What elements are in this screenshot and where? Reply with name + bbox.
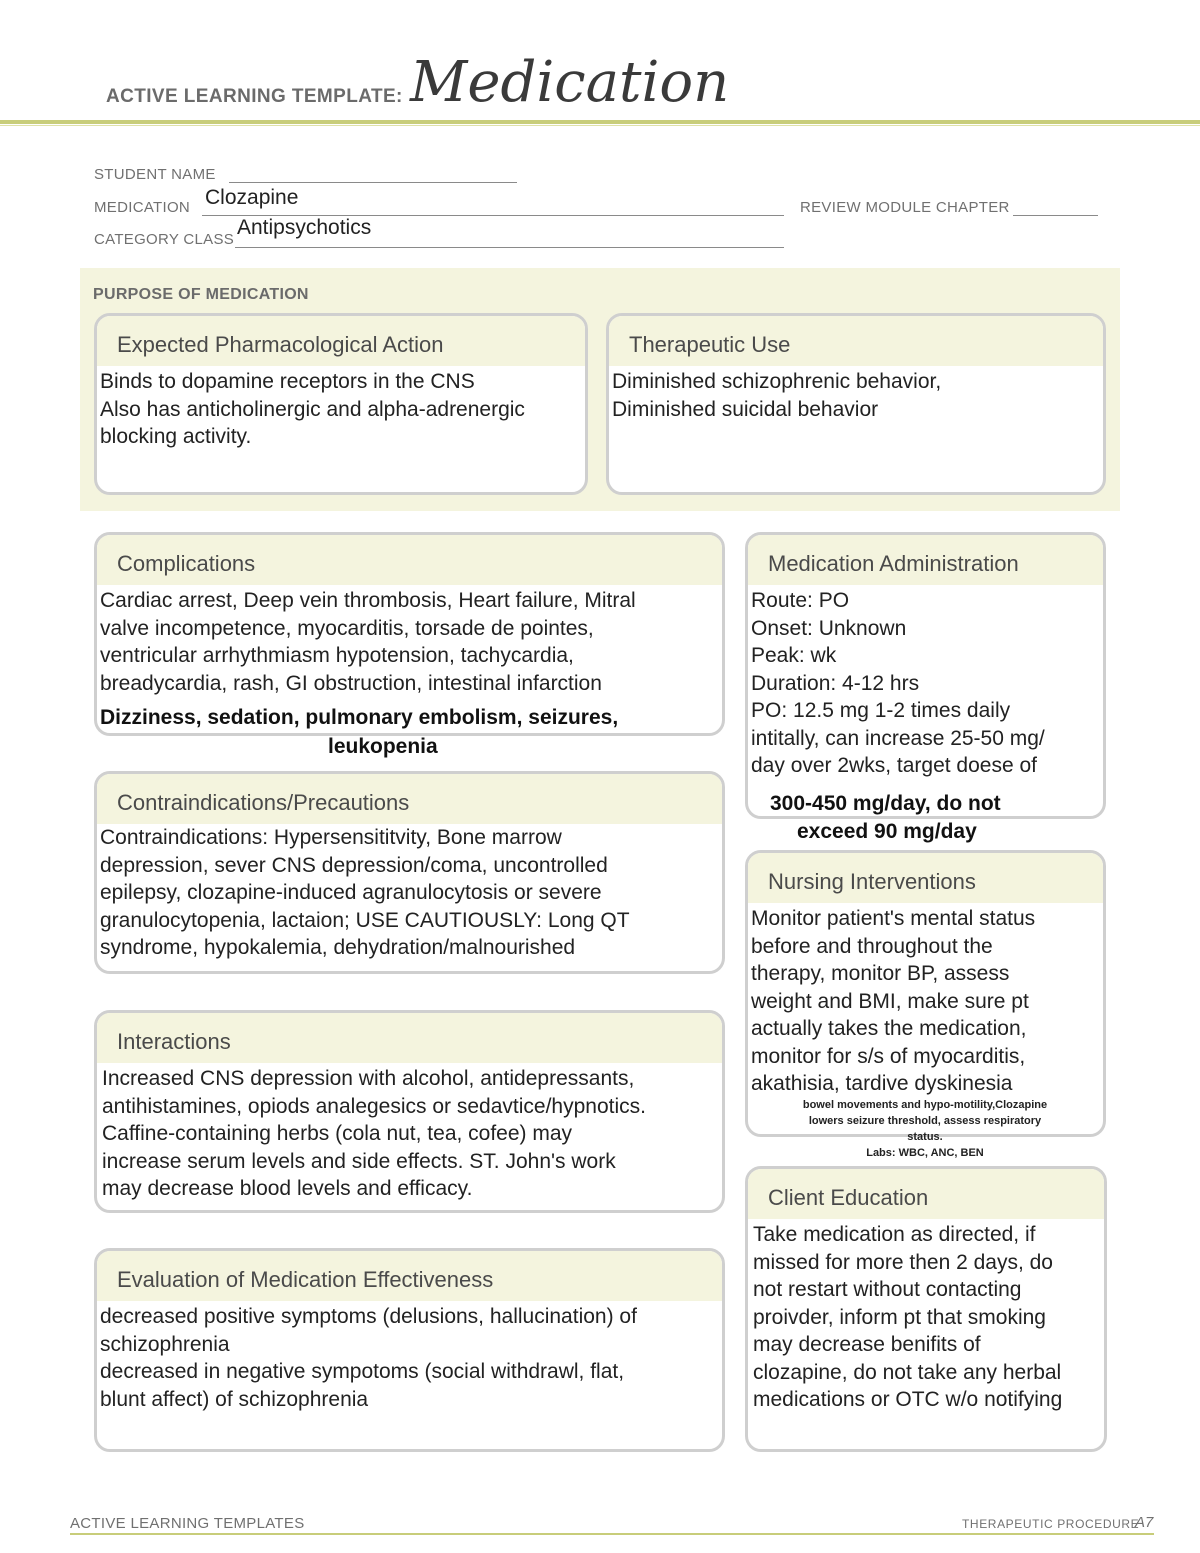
text-line: PO: 12.5 mg 1-2 times daily — [751, 699, 1011, 722]
contraindications-box — [94, 771, 725, 974]
text-line: Cardiac arrest, Deep vein thrombosis, Heart failure, Mitral — [100, 589, 636, 612]
text-line: before and throughout the — [751, 934, 993, 958]
administration-overflow-line-1: 300-450 mg/day, do not — [770, 792, 1001, 815]
footer-divider — [70, 1533, 1154, 1535]
therapeutic-use-title: Therapeutic Use — [609, 316, 1103, 366]
interactions-text[interactable] — [97, 1063, 722, 1203]
text-line: epilepsy, clozapine-induced agranulocytosis or severe — [100, 881, 602, 904]
nursing-box — [745, 850, 1106, 1137]
evaluation-box — [94, 1248, 725, 1452]
complications-overflow-line-1: Dizziness, sedation, pulmonary embolism, seizures, — [100, 706, 619, 729]
expected-action-box — [94, 313, 588, 495]
text-line: not restart without contacting — [753, 1278, 1022, 1301]
interactions-box — [94, 1010, 725, 1213]
evaluation-text[interactable] — [97, 1301, 722, 1413]
text-line: granulocytopenia, lactaion; USE CAUTIOUSLY: Long QT — [100, 908, 630, 932]
client-education-title: Client Education — [748, 1169, 1104, 1219]
text-line: Also has anticholinergic and alpha-adrenergic — [100, 397, 525, 421]
medication-field[interactable]: Clozapine — [205, 186, 299, 209]
nursing-title: Nursing Interventions — [748, 853, 1103, 903]
text-line: Route: PO — [751, 589, 850, 612]
text-line: decreased positive symptoms (delusions, hallucination) of — [100, 1305, 637, 1328]
template-label: ACTIVE LEARNING TEMPLATE: — [106, 86, 403, 107]
text-line: may decrease blood levels and efficacy. — [102, 1177, 473, 1200]
text-line: ventricular arrhythmiasm hypotension, tachycardia, — [100, 644, 574, 667]
category-class-label: CATEGORY CLASS — [94, 231, 235, 248]
category-class-field[interactable]: Antipsychotics — [237, 216, 372, 239]
text-line: Diminished schizophrenic behavior, — [612, 370, 942, 393]
complications-overflow-line-2: leukopenia — [328, 735, 438, 758]
review-module-line — [1013, 214, 1098, 216]
text-line: Labs: WBC, ANC, BEN — [866, 1147, 984, 1159]
text-line: bowel movements and hypo-motility,Clozapine — [802, 1099, 1048, 1111]
text-line: may decrease benifits of — [753, 1333, 981, 1356]
footer-left: ACTIVE LEARNING TEMPLATES — [70, 1515, 305, 1532]
text-line: syndrome, hypokalemia, dehydration/malnourished — [100, 936, 576, 959]
administration-overflow-line-2: exceed 90 mg/day — [797, 820, 977, 843]
page-title: Medication — [410, 50, 730, 115]
text-line: status. — [907, 1131, 943, 1143]
text-line: Take medication as directed, if — [753, 1223, 1036, 1246]
text-line: Diminished suicidal behavior — [612, 397, 879, 421]
expected-action-text[interactable] — [97, 366, 585, 451]
text-line: lowers seizure threshold, assess respiratory — [808, 1115, 1042, 1127]
text-line: blocking activity. — [100, 425, 252, 448]
text-line: proivder, inform pt that smoking — [753, 1305, 1046, 1329]
text-line: valve incompetence, myocarditis, torsade de pointes, — [100, 616, 594, 640]
text-line: clozapine, do not take any herbal — [753, 1360, 1062, 1384]
review-module-label: REVIEW MODULE CHAPTER — [800, 199, 1010, 216]
administration-box — [745, 532, 1106, 819]
text-line: Binds to dopamine receptors in the CNS — [100, 370, 475, 393]
text-line: Contraindications: Hypersensititvity, Bone marrow — [100, 826, 562, 849]
complications-text[interactable] — [97, 585, 722, 697]
text-line: akathisia, tardive dyskinesia — [751, 1072, 1013, 1095]
student-name-line — [229, 181, 517, 183]
text-line: actually takes the medication, — [751, 1017, 1027, 1040]
text-line: blunt affect) of schizophrenia — [100, 1387, 369, 1411]
medication-label: MEDICATION — [94, 199, 191, 216]
purpose-title: PURPOSE OF MEDICATION — [93, 286, 309, 303]
text-line: breadycardia, rash, GI obstruction, intestinal infarction — [100, 671, 602, 695]
text-line: schizophrenia — [100, 1332, 230, 1356]
page-number: A7 — [1135, 1514, 1154, 1531]
text-line: day over 2wks, target doese of — [751, 754, 1037, 777]
text-line: Duration: 4-12 hrs — [751, 671, 920, 695]
text-line: Monitor patient's mental status — [751, 907, 1036, 930]
text-line: Increased CNS depression with alcohol, antidepressants, — [102, 1067, 635, 1090]
client-education-box — [745, 1166, 1107, 1452]
expected-action-title: Expected Pharmacological Action — [97, 316, 585, 366]
student-name-label: STUDENT NAME — [94, 166, 216, 183]
client-education-text[interactable] — [748, 1219, 1104, 1414]
evaluation-title: Evaluation of Medication Effectiveness — [97, 1251, 722, 1301]
nursing-overflow-text — [755, 1097, 1095, 1161]
therapeutic-use-text[interactable] — [609, 366, 1103, 423]
text-line: weight and BMI, make sure pt — [751, 989, 1029, 1013]
contraindications-title: Contraindications/Precautions — [97, 774, 722, 824]
text-line: depression, sever CNS depression/coma, uncontrolled — [100, 853, 608, 877]
nursing-text[interactable] — [748, 903, 1103, 1098]
text-line: Caffine-containing herbs (cola nut, tea, cofee) may — [102, 1122, 573, 1145]
header-divider — [0, 120, 1200, 124]
administration-title: Medication Administration — [748, 535, 1103, 585]
category-class-line — [235, 246, 784, 248]
text-line: monitor for s/s of myocarditis, — [751, 1044, 1026, 1068]
text-line: medications or OTC w/o notifying — [753, 1388, 1063, 1411]
text-line: missed for more then 2 days, do — [753, 1250, 1053, 1274]
complications-title: Complications — [97, 535, 722, 585]
text-line: increase serum levels and side effects. ST. John's work — [102, 1149, 616, 1173]
therapeutic-use-box — [606, 313, 1106, 495]
header-divider-thin — [0, 125, 1200, 126]
text-line: therapy, monitor BP, assess — [751, 962, 1010, 985]
text-line: Peak: wk — [751, 644, 837, 667]
text-line: Onset: Unknown — [751, 616, 907, 640]
text-line: decreased in negative sympotoms (social withdrawl, flat, — [100, 1360, 625, 1383]
interactions-title: Interactions — [97, 1013, 722, 1063]
text-line: antihistamines, opiods analegesics or sedavtice/hypnotics. — [102, 1094, 646, 1118]
footer-right: THERAPEUTIC PROCEDURE — [962, 1517, 1140, 1531]
administration-text[interactable] — [748, 585, 1103, 780]
text-line: intitally, can increase 25-50 mg/ — [751, 726, 1045, 750]
contraindications-text[interactable] — [97, 824, 722, 962]
